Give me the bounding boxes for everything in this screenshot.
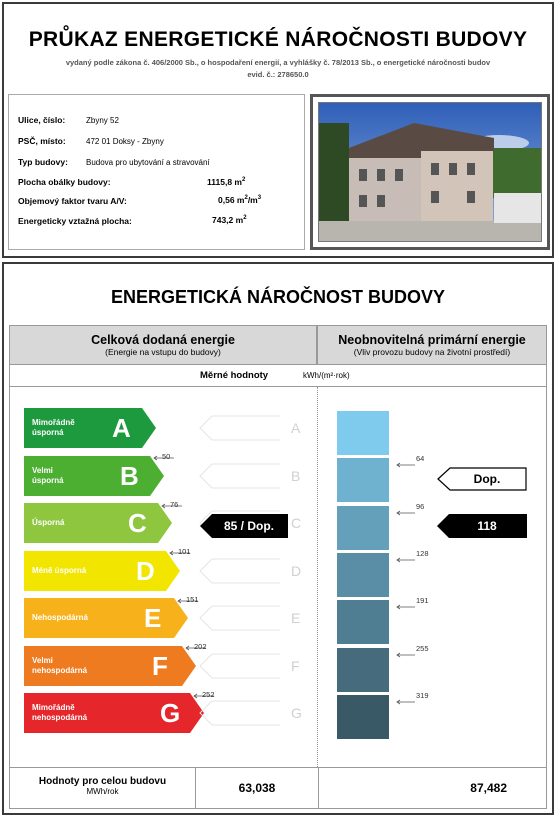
totals-label-cell	[10, 768, 195, 808]
building-info-box	[8, 94, 305, 250]
band-limit-value: 76	[170, 500, 179, 509]
psc-label: PSČ, místo:	[18, 136, 66, 146]
ghost-band-a	[198, 414, 308, 447]
right-rating-marker	[437, 514, 527, 543]
limit-arrow	[395, 557, 417, 563]
limit-arrow	[395, 462, 417, 468]
band-name	[32, 566, 86, 576]
limit-arrow	[395, 652, 417, 658]
primary-limit-value: 255	[416, 644, 429, 653]
band-a	[24, 408, 156, 448]
right-column-subtitle: (Vliv provozu budovy na životní prostředí)	[353, 347, 511, 357]
primary-scale-band	[337, 506, 389, 550]
units-row	[9, 365, 547, 387]
units-label: Měrné hodnoty	[200, 370, 269, 381]
band-c	[24, 503, 172, 543]
primary-scale-band	[337, 695, 389, 739]
total-primary-energy: 87,482	[470, 781, 507, 795]
limit-arrow	[395, 510, 417, 516]
ghost-letter: D	[291, 563, 302, 579]
ghost-letter: E	[291, 610, 301, 626]
primary-limit	[395, 549, 429, 568]
left-rating-value: 85 / Dop.	[223, 519, 274, 533]
left-column-title: Celková dodaná energie	[91, 333, 235, 347]
left-column-subtitle: (Energie na vstupu do budovy)	[105, 347, 221, 357]
band-name-2: nehospodárná	[32, 666, 88, 675]
band-limit-value: 202	[194, 642, 207, 651]
legal-basis: vydaný podle zákona č. 406/2000 Sb., o hospodaření energií, a vyhlášky č. 78/2013 Sb., o energetické náročnosti budov	[65, 58, 491, 67]
band-letter: G	[160, 698, 181, 728]
building-photo	[318, 102, 542, 242]
band-g	[24, 693, 204, 733]
reference-marker-label: Dop.	[473, 472, 501, 486]
band-e	[24, 598, 188, 638]
primary-limit	[395, 644, 429, 663]
band-name-2: úsporná	[32, 476, 64, 485]
primary-limit-value: 64	[416, 454, 425, 463]
ghost-band-d	[198, 557, 308, 590]
left-rating-marker	[200, 514, 288, 543]
type-label: Typ budovy:	[18, 157, 68, 167]
band-name	[32, 518, 64, 528]
building-photo-frame	[310, 94, 550, 250]
ghost-letter: A	[291, 420, 301, 436]
limit-arrow	[395, 604, 417, 610]
energy-area-label: Energeticky vztažná plocha:	[18, 216, 132, 226]
band-name-1: Nehospodárná	[32, 613, 89, 622]
ghost-band-g	[198, 699, 308, 732]
band-name-1: Méně úsporná	[32, 566, 87, 575]
envelope-area-value: 1115,8 $m^2$	[207, 177, 246, 187]
shape-factor-label: Objemový faktor tvaru A/V:	[18, 196, 127, 206]
left-column-header	[9, 325, 317, 365]
band-d	[24, 551, 180, 591]
primary-scale-band	[337, 600, 389, 644]
band-b	[24, 456, 164, 496]
ghost-letter: G	[291, 705, 302, 721]
band-name-1: Úsporná	[32, 518, 65, 527]
band-name	[32, 613, 88, 623]
band-name-1: Velmi	[32, 656, 53, 665]
reference-marker	[437, 467, 527, 496]
ghost-letter: B	[291, 468, 301, 484]
totals-row	[9, 767, 547, 809]
energy-area-value: 743,2 $m^2$	[212, 215, 247, 225]
band-limit-value: 101	[178, 547, 191, 556]
totals-label: Hodnoty pro celou budovu	[38, 776, 167, 787]
band-name-2: nehospodárná	[32, 713, 88, 722]
street-value: Zbyny 52	[86, 116, 119, 125]
band-name	[32, 656, 87, 676]
band-name-1: Mimořádně	[32, 703, 75, 712]
band-name	[32, 703, 87, 723]
psc-value: 472 01 Doksy - Zbyny	[86, 137, 164, 146]
street-label: Ulice, číslo:	[18, 115, 66, 125]
rating-title: ENERGETICKÁ NÁROČNOST BUDOVY	[110, 287, 446, 307]
band-letter: D	[136, 556, 155, 586]
right-column-header	[317, 325, 547, 365]
band-name	[32, 466, 64, 486]
evidence-number: evid. č.: 278650.0	[247, 70, 309, 79]
band-limit-value: 151	[186, 595, 199, 604]
totals-unit: MWh/rok	[86, 787, 119, 796]
document-subtitle	[20, 57, 536, 81]
band-letter: C	[128, 508, 147, 538]
primary-scale-band	[337, 458, 389, 502]
primary-limit	[395, 454, 425, 473]
primary-limit	[395, 596, 429, 615]
band-letter: F	[152, 651, 168, 681]
band-name-2: úsporná	[32, 428, 64, 437]
band-limit-value: 252	[202, 690, 215, 699]
band-name-1: Mimořádně	[32, 418, 75, 427]
primary-limit-value: 319	[416, 691, 429, 700]
units-value: kWh/(m²·rok)	[303, 371, 350, 380]
band-letter: B	[120, 461, 139, 491]
ghost-letter: C	[291, 515, 302, 531]
document-title: PRŮKAZ ENERGETICKÉ NÁROČNOSTI BUDOVY	[28, 28, 528, 51]
ghost-letter: F	[291, 658, 300, 674]
band-name-1: Velmi	[32, 466, 53, 475]
primary-limit	[395, 502, 425, 521]
type-value: Budova pro ubytování a stravování	[86, 158, 210, 167]
right-rating-value: 118	[477, 519, 497, 533]
envelope-area-label: Plocha obálky budovy:	[18, 177, 111, 187]
right-column-title: Neobnovitelná primární energie	[338, 333, 526, 347]
ghost-band-e	[198, 604, 308, 637]
primary-scale-band	[337, 648, 389, 692]
ghost-band-b	[198, 462, 308, 495]
band-f	[24, 646, 196, 686]
primary-limit	[395, 691, 429, 710]
band-letter: A	[112, 413, 131, 443]
primary-limit-value: 128	[416, 549, 429, 558]
ghost-band-f	[198, 652, 308, 685]
primary-scale-band	[337, 553, 389, 597]
band-name	[32, 418, 75, 438]
limit-arrow	[395, 699, 417, 705]
column-divider	[317, 387, 318, 767]
building-photo-image	[319, 103, 541, 241]
band-letter: E	[144, 603, 162, 633]
primary-limit-value: 191	[416, 596, 429, 605]
primary-limit-value: 96	[416, 502, 425, 511]
primary-scale-band	[337, 411, 389, 455]
total-delivered-energy: 63,038	[238, 781, 276, 795]
shape-factor-value: 0,56 $m^2/m^3$	[218, 195, 262, 205]
band-limit-value: 50	[162, 452, 171, 461]
